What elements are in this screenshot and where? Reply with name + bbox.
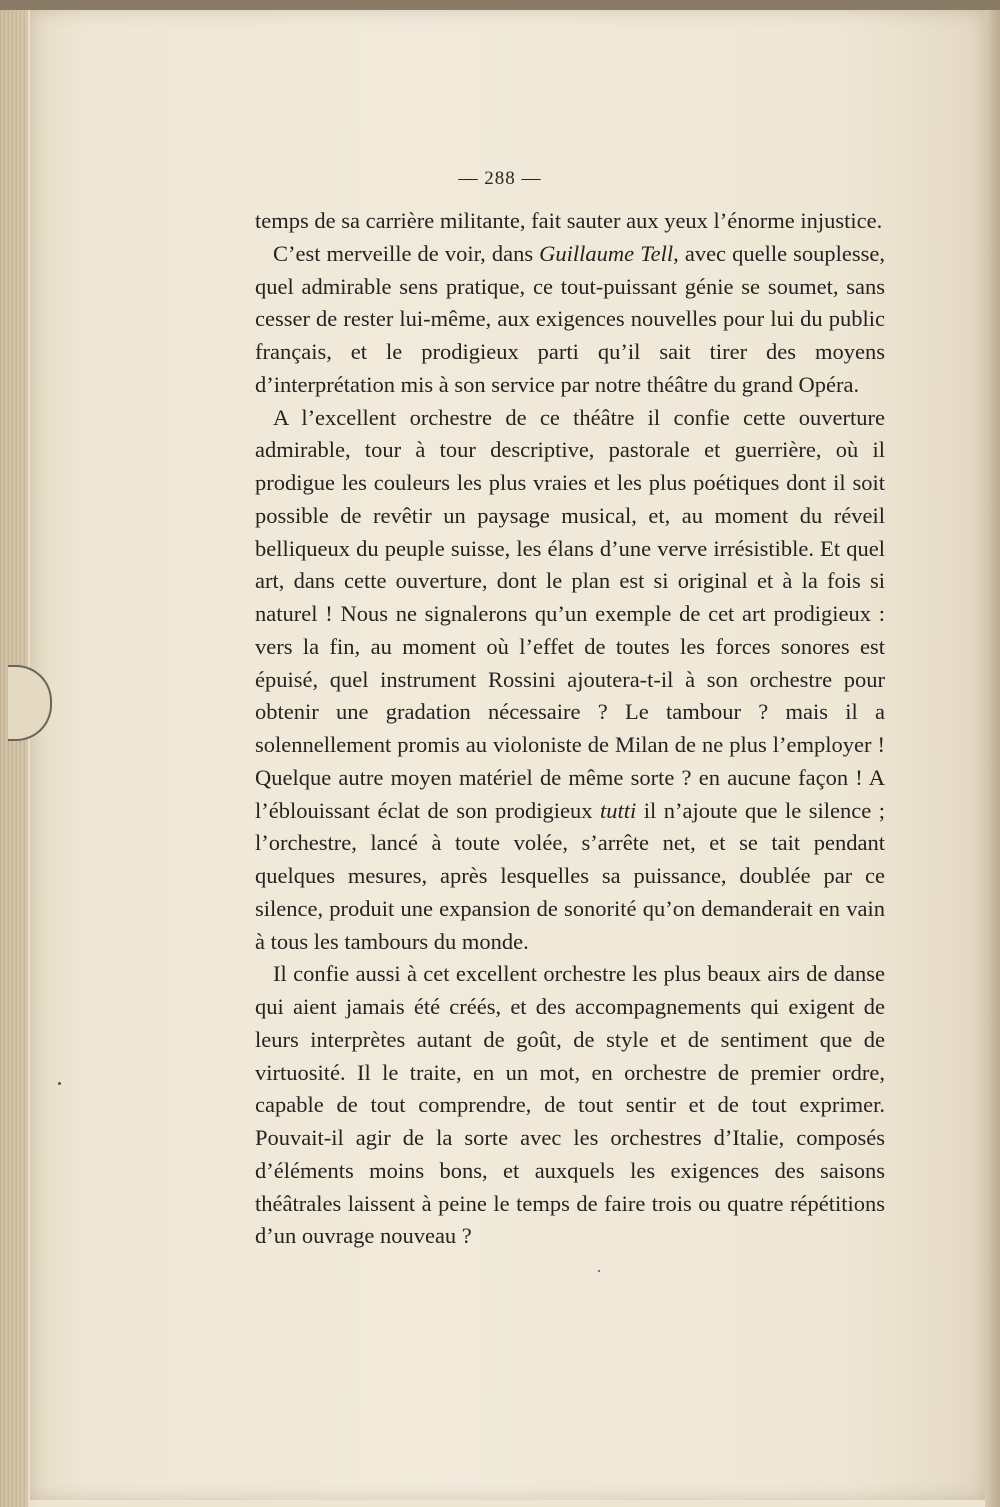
- paragraph: [255, 238, 885, 402]
- ink-speck: [58, 1082, 61, 1085]
- paragraph: [255, 402, 885, 959]
- paragraph: [255, 958, 885, 1253]
- ink-speck: [598, 1270, 600, 1272]
- page-number: — 288 —: [458, 168, 542, 189]
- text-run: A l’excellent orchestre de ce théâtre il confie cette ouverture admirable, tour à tour descriptive, pastorale et guerrière, où il prodigue les couleurs les plus vraies et les plus poétiques dont il soit possible de revêtir un paysage musical, et, au moment du réveil belliqueux du peuple suisse, les élans d’une verve irrésistible. Et quel art, dans cette ouverture, dont le plan est si original et à la fois si naturel ! Nous ne signalerons qu’un exemple de cet art prodigieux : vers la fin, au moment où l’effet de toutes les forces sonores est épuisé, quel instrument Rossini ajoutera-t-il à son orchestre pour obtenir une gradation nécessaire ? Le tambour ? mais il a solennellement promis au violoniste de Milan de ne plus l’employer ! Quelque autre moyen matériel de même sorte ? en aucune façon ! A l’éblouissant éclat de son prodigieux: [255, 404, 885, 823]
- text-run: C’est merveille de voir, dans: [273, 240, 540, 266]
- italic-title: Guillaume Tell: [539, 240, 674, 266]
- paragraph: [255, 205, 885, 238]
- page-right-edge: [985, 0, 1000, 1507]
- text-run: il n’ajoute que le silence ; l’orchestre, lancé à toute volée, s’arrête net, et se tait pendant quelques mesures, après lesquelles sa puissance, doublée par ce silence, produit une expansion de sonorité qu’on demanderait en vain à tous les tambours du monde.: [255, 797, 885, 954]
- text-run: , avec quelle souplesse, quel admirable sens pratique, ce tout-puissant génie se soumet, sans cesser de rester lui-même, aux exigences nouvelles pour lui du public français, et le prodigieux parti qu’il sait tirer des moyens d’interprétation mis à son service par notre théâtre du grand Opéra.: [255, 240, 885, 397]
- top-strip: [0, 0, 1000, 10]
- text-run: temps de sa carrière militante, fait sauter aux yeux l’énorme injustice.: [255, 208, 883, 233]
- text-run: Il confie aussi à cet excellent orchestre les plus beaux airs de danse qui aient jamais été créés, et des accompagnements qui exigent de leurs interprètes autant de goût, de style et de sentiment que de virtuosité. Il le traite, en un mot, en orchestre de premier ordre, capable de tout comprendre, de tout sentir et de tout exprimer. Pouvait-il agir de la sorte avec les orchestres d’Italie, composés d’éléments moins bons, et auxquels les exigences des saisons théâtrales laissent à peine le temps de faire trois ou quatre répétitions d’un ouvrage nouveau ?: [255, 961, 885, 1249]
- body-text: [255, 205, 885, 1253]
- page-edges: [0, 0, 28, 1507]
- italic-title: tutti: [599, 797, 637, 823]
